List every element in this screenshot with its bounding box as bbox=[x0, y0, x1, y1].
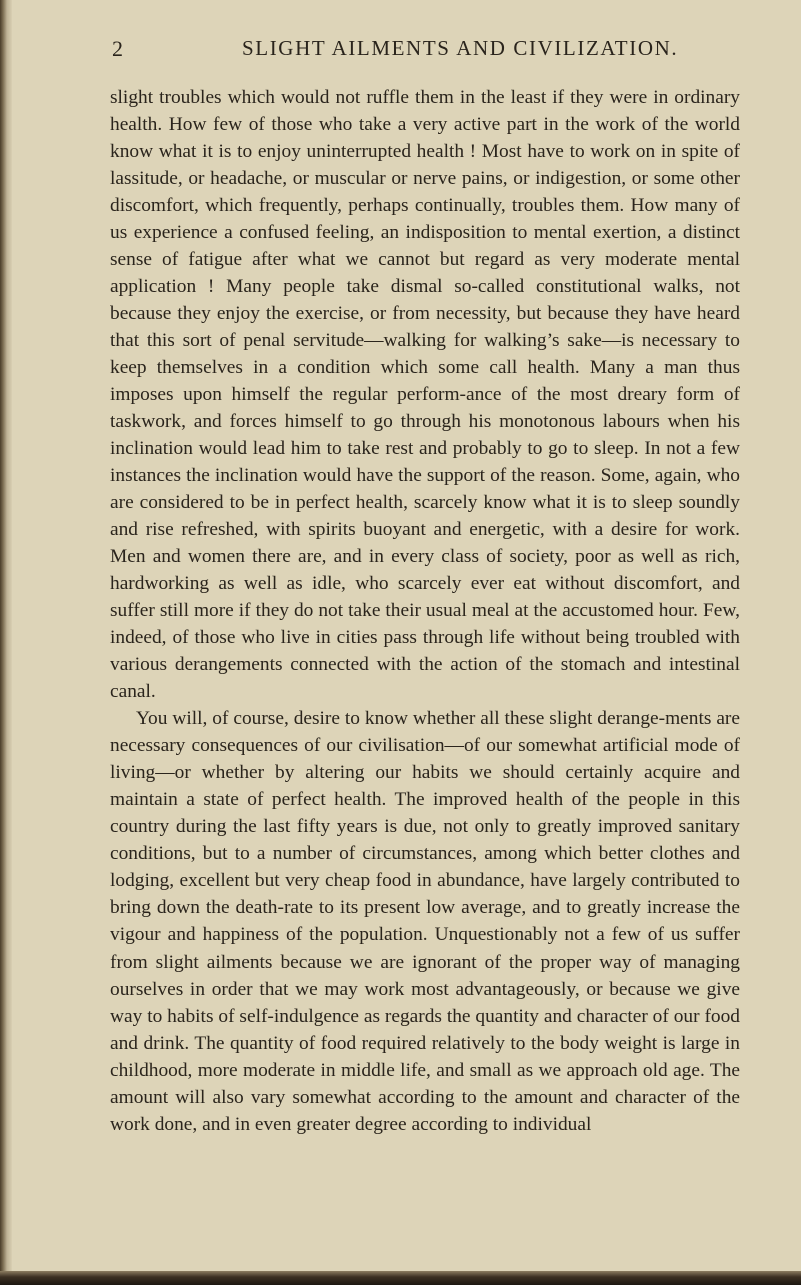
body-text bbox=[110, 84, 740, 1138]
page-number: 2 bbox=[112, 36, 124, 61]
page-header bbox=[112, 36, 712, 68]
page-bottom-edge bbox=[0, 1271, 801, 1285]
paragraph-2: You will, of course, desire to know whether all these slight derange-ments are necessary consequences of our civilisation—of our somewhat artificial mode of living—or whether by altering our habits we should certainly acquire and maintain a state of perfect health. The improved health of the people in this country during the last fifty years is due, not only to greatly improved sanitary conditions, but to a number of circumstances, among which better clothes and lodging, excellent but very cheap food in abundance, have largely contributed to bring down the death-rate to its present low average, and to greatly increase the vigour and happiness of the population. Unquestionably not a few of us suffer from slight ailments because we are ignorant of the proper way of managing ourselves in order that we may work most advantageously, or because we give way to habits of self-indulgence as regards the quantity and character of our food and drink. The quantity of food required relatively to the body weight is large in childhood, more moderate in middle life, and small as we approach old age. The amount will also vary somewhat according to the amount and character of the work done, and in even greater degree according to individual bbox=[110, 708, 740, 1135]
running-head: SLIGHT AILMENTS AND CIVILIZATION. bbox=[242, 36, 679, 60]
page-binding-edge bbox=[0, 0, 12, 1285]
paragraph-1: slight troubles which would not ruffle them in the least if they were in ordinary health. How few of those who take a very active part in the work of the world know what it is to enjoy uninterrupted health ! Most have to work on in spite of lassitude, or headache, or muscular or nerve pains, or indigestion, or some other discomfort, which frequently, perhaps continually, troubles them. How many of us experience a confused feeling, an indisposition to mental exertion, a distinct sense of fatigue after what we cannot but regard as very moderate mental application ! Many people take dismal so-called constitutional walks, not because they enjoy the exercise, or from necessity, but because they have heard that this sort of penal servitude—walking for walking’s sake—is necessary to keep themselves in a condition which some call health. Many a man thus imposes upon himself the regular perform-ance of the most dreary form of taskwork, and forces himself to go through his monotonous labours when his inclination would lead him to take rest and probably to go to sleep. In not a few instances the inclination would have the support of the reason. Some, again, who are considered to be in perfect health, scarcely know what it is to sleep soundly and rise refreshed, with spirits buoyant and energetic, with a desire for work. Men and women there are, and in every class of society, poor as well as rich, hardworking as well as idle, who scarcely ever eat without discomfort, and suffer still more if they do not take their usual meal at the accustomed hour. Few, indeed, of those who live in cities pass through life without being troubled with various derangements connected with the action of the stomach and intestinal canal. bbox=[110, 87, 740, 703]
